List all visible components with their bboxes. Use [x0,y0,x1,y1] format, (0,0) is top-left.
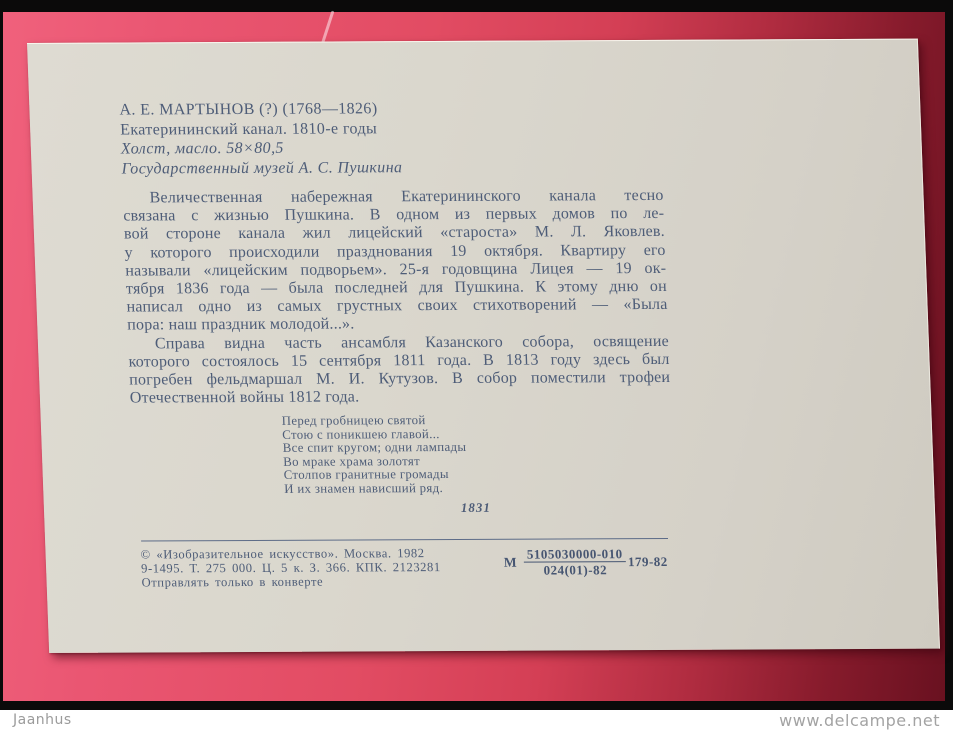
text-line: Величественная набережная Екатерининского канала тесно [149,186,664,207]
watermark-bar [0,710,953,730]
text-line: Перед гробницею святой [281,413,426,428]
catalog-suffix: 179-82 [627,553,669,569]
description-text [122,187,671,408]
paragraph-1 [122,187,668,335]
imprint-divider-line [141,538,668,542]
postcard-back [27,39,940,653]
museum-line: Государственный музей А. С. Пушкина [121,158,403,178]
pink-background [3,12,945,701]
catalog-denominator: 024(01)-82 [543,562,608,578]
catalog-fraction [524,547,627,576]
catalog-numerator: 5105030000-010 [524,547,626,562]
catalog-number [503,547,668,577]
text-line: Во мраке храма золотят [282,453,421,469]
medium-line: Холст, масло. 58×80,5 [120,139,285,158]
poem-quote [282,414,469,496]
text-line: Справа видна часть ансамбля Казанского собора, освящение [154,332,670,353]
text-line: тября 1836 года — была последней для Пушкина. К этому дню он [125,277,668,298]
poem-year: 1831 [460,499,492,515]
text-line: пора: наш праздник молодой...». [126,315,355,334]
text-line: Отечественной войны 1812 года. [129,388,360,407]
title-line: Екатерининский канал. 1810-е годы [119,119,378,139]
publisher-imprint [140,546,441,590]
text-line: Столпов гранитные громады [283,467,450,483]
text-line: которого состоялось 15 сентября 1811 года. В 1813 году здесь был [128,350,670,371]
artist-line: А. Е. МАРТЫНОВ (?) (1768—1826) [119,100,378,119]
artwork-caption [119,98,682,179]
text-line: связана с жизнью Пушкина. В одном из первых домов по ле- [122,205,665,225]
text-line: вой стороне канала жил лицейский «староста» М. Л. Яковлев. [123,223,666,243]
text-line: написал одно из самых грустных своих стихотворений — «Была [126,296,668,316]
text-line: И их знамен нависший ряд. [283,481,444,496]
text-line: Отправлять только в конверте [141,575,324,590]
text-line: © «Изобразительное искусство». Москва. 1982 [140,546,425,562]
catalog-prefix: М [503,554,518,570]
watermark-site: www.delcampe.net [779,710,940,730]
text-line: у которого происходили празднования 19 октября. Квартиру его [124,241,666,262]
text-line: называли «лицейским подворьем». 25-я годовщина Лицея — 19 ок- [124,259,667,280]
text-line: погребен фельдмаршал М. И. Кутузов. В собор поместили трофеи [128,368,671,389]
text-line: Стою с поникшею главой... [281,426,440,442]
paragraph-2 [128,333,672,408]
watermark-seller: Jaanhus [13,712,72,728]
text-line: Все спит кругом; одни лампады [282,440,467,456]
text-line: 9-1495. Т. 275 000. Ц. 5 к. З. 366. КПК. 2123281 [140,560,441,576]
